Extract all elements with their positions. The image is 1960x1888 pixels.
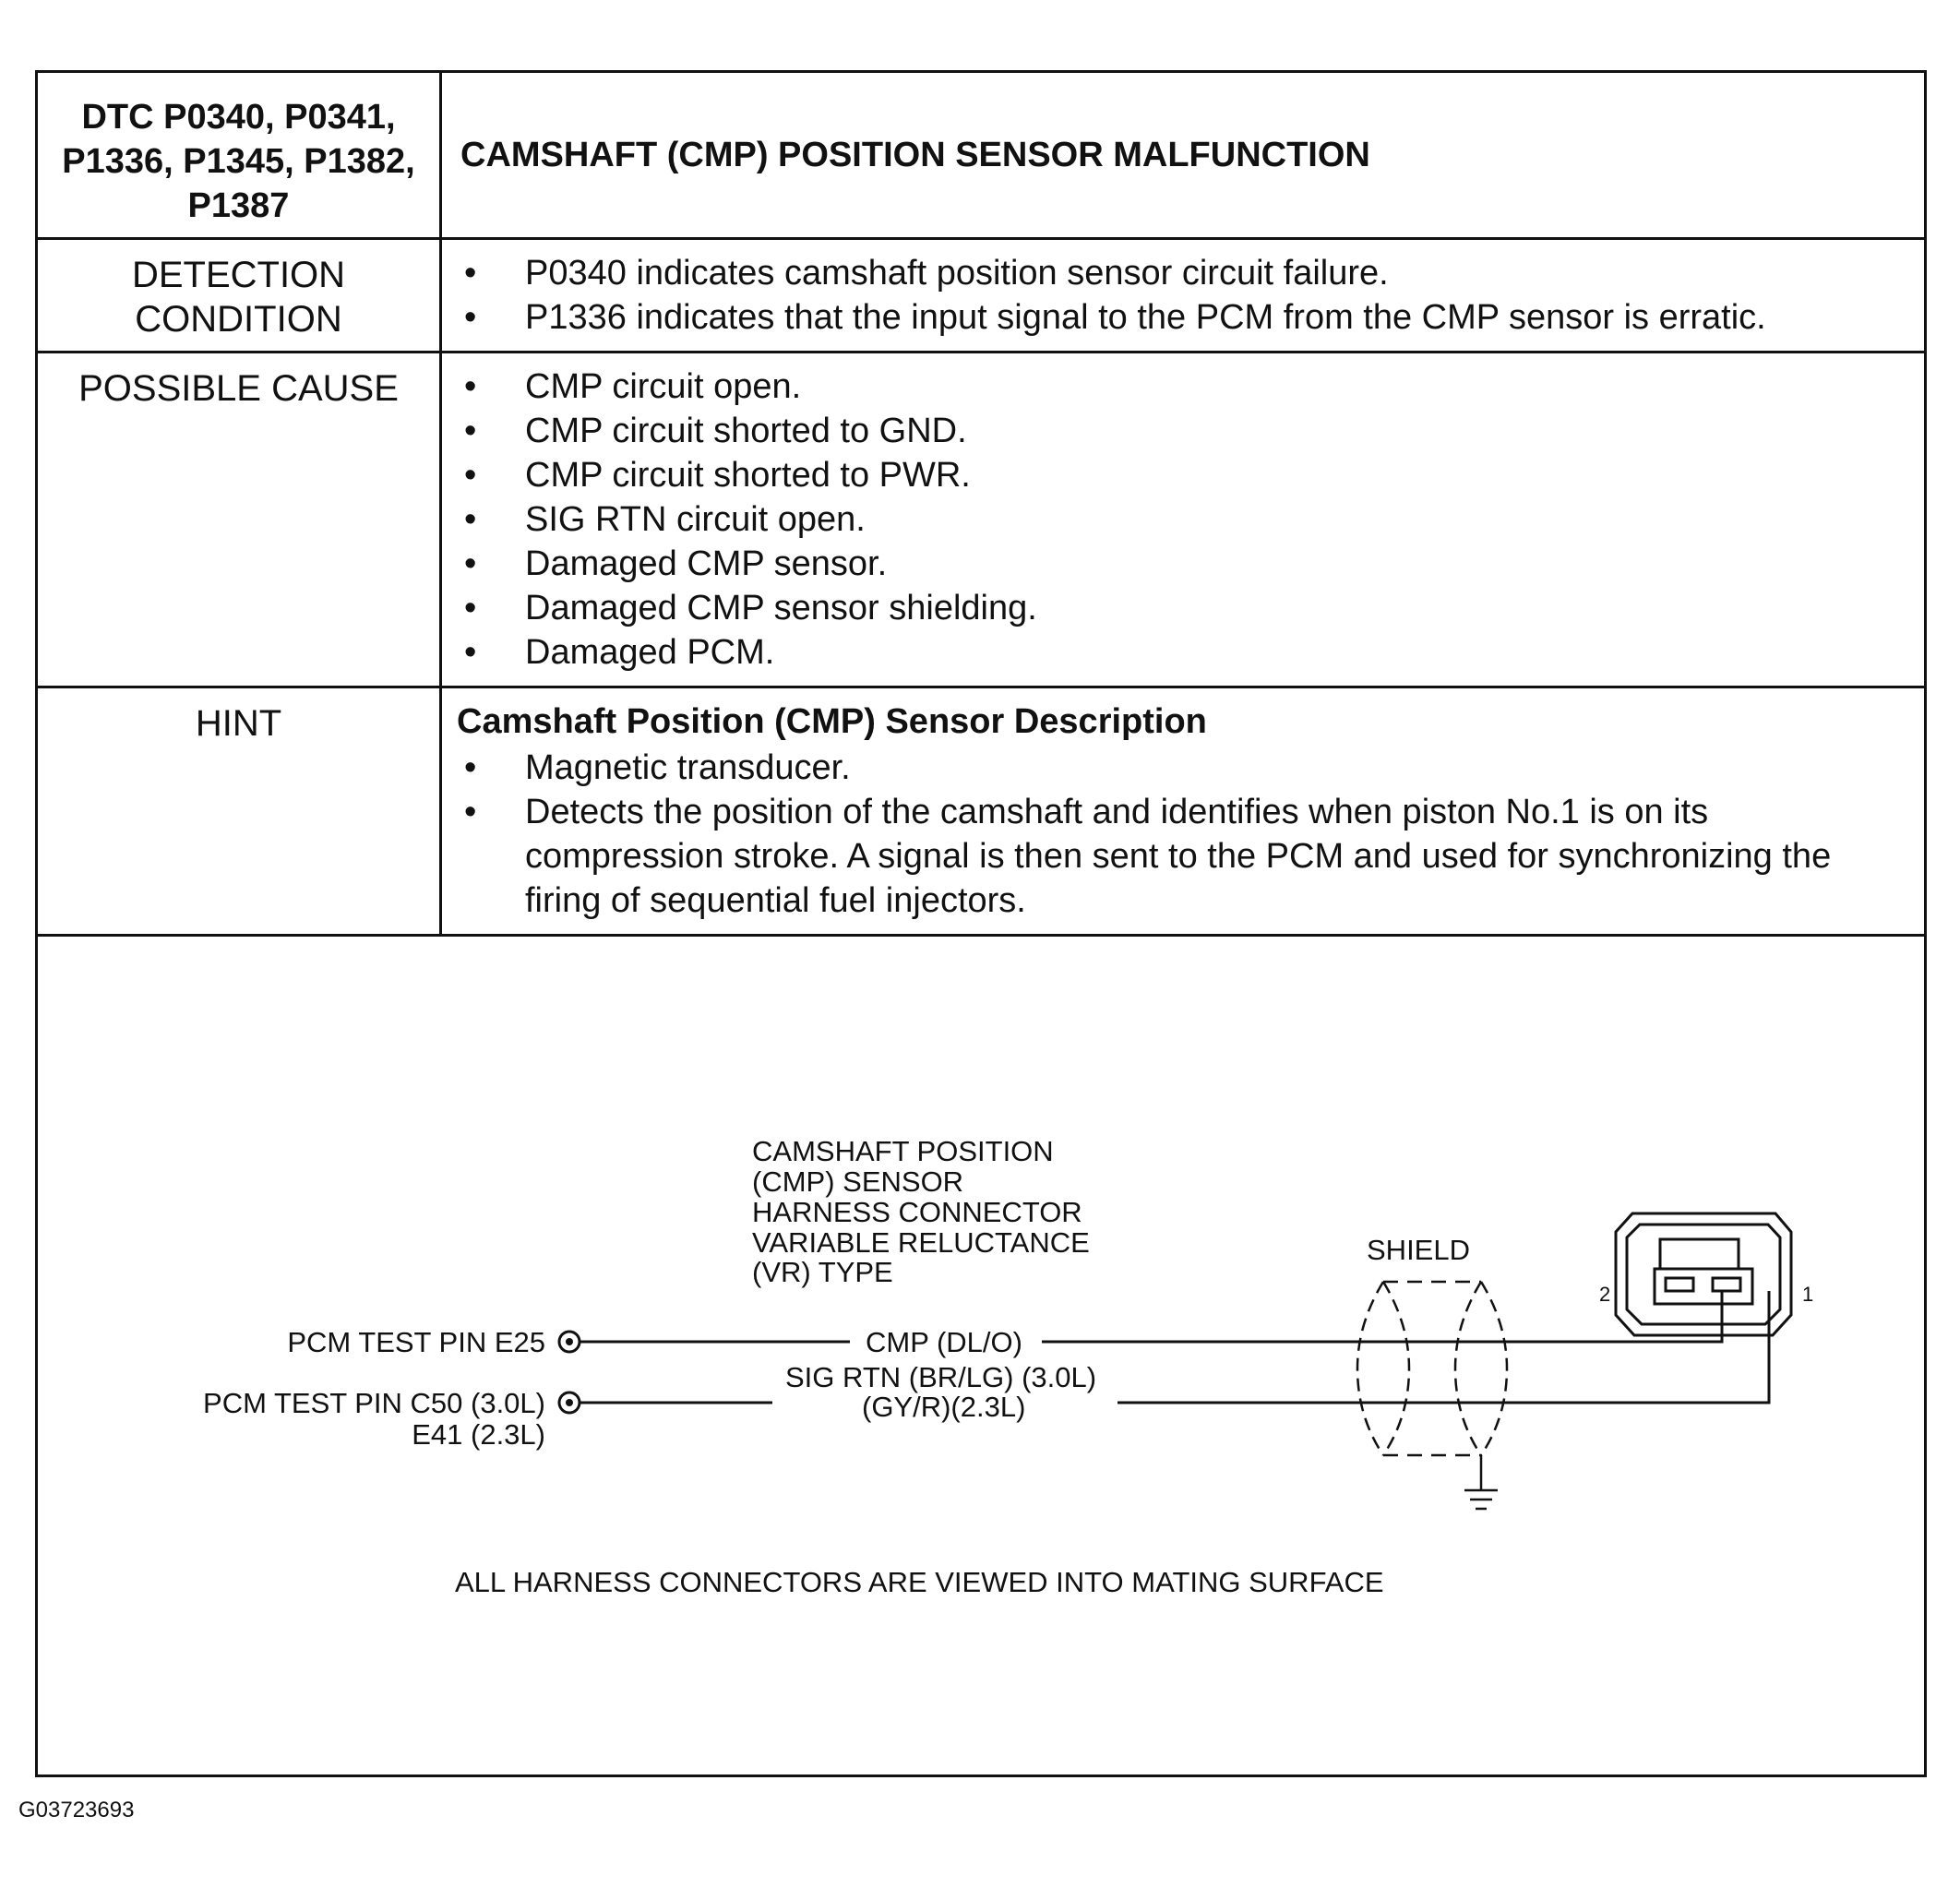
- figure-id: G03723693: [18, 1798, 135, 1822]
- detection-label: [38, 239, 441, 353]
- connector-title-line: (CMP) SENSOR: [752, 1165, 964, 1198]
- shield-label: SHIELD: [1367, 1234, 1470, 1266]
- hint-content: [441, 687, 1925, 936]
- cause-item: • Damaged CMP sensor.: [464, 544, 888, 583]
- shield-icon: [1357, 1282, 1507, 1490]
- test-pin-e25-terminal-icon: [559, 1332, 580, 1352]
- cause-item: • SIG RTN circuit open.: [464, 500, 866, 539]
- test-pin-c50-label: PCM TEST PIN C50 (3.0L): [203, 1387, 545, 1419]
- test-pin-e25-label: PCM TEST PIN E25: [287, 1326, 545, 1358]
- dtc-code-line: P1387: [187, 186, 290, 225]
- dtc-codes-cell: [38, 73, 441, 239]
- detection-item: • P0340 indicates camshaft position sensor circuit failure.: [464, 254, 1389, 293]
- hint-row: [38, 687, 1924, 936]
- pin-1-label: 1: [1802, 1283, 1814, 1306]
- hint-label: HINT: [38, 687, 441, 936]
- sig-rtn-wire-right: [1117, 1291, 1769, 1403]
- dtc-title: CAMSHAFT (CMP) POSITION SENSOR MALFUNCTION: [441, 73, 1925, 239]
- dtc-table: [38, 73, 1924, 937]
- connector-title: [752, 1135, 1090, 1288]
- wiring-diagram: [38, 918, 1924, 1774]
- detection-content: [441, 239, 1925, 353]
- dtc-code-line: P1336, P1345, P1382,: [62, 142, 415, 181]
- hint-item: • Magnetic transducer.: [464, 748, 851, 787]
- hint-item: • Detects the position of the camshaft and identifies when piston No.1 is on its compression stroke. A signal is then sent to the PCM and used for synchronizing the firing of sequential fuel injectors.: [464, 793, 1832, 920]
- cause-item: • Damaged CMP sensor shielding.: [464, 589, 1037, 627]
- detection-item: • P1336 indicates that the input signal to the PCM from the CMP sensor is erratic.: [464, 298, 1766, 337]
- detection-label-line: CONDITION: [135, 299, 342, 340]
- detection-label-line: DETECTION: [131, 255, 346, 295]
- cause-item: • CMP circuit shorted to GND.: [464, 412, 967, 450]
- test-pin-c50-terminal-icon: [559, 1392, 580, 1413]
- test-pin-e41-label: E41 (2.3L): [412, 1418, 545, 1451]
- sig-rtn-wire-label: SIG RTN (BR/LG) (3.0L): [785, 1361, 1097, 1393]
- cause-item: • CMP circuit open.: [464, 367, 802, 406]
- connector-title-line: (VR) TYPE: [752, 1256, 893, 1288]
- diagram-footer-note: ALL HARNESS CONNECTORS ARE VIEWED INTO MATING SURFACE: [455, 1566, 1384, 1598]
- possible-cause-content: [441, 353, 1925, 687]
- cmp-wire-label: CMP (DL/O): [866, 1326, 1022, 1358]
- header-row: [38, 73, 1924, 239]
- sensor-connector-icon: [1616, 1213, 1791, 1335]
- cmp-wire-right: [1042, 1291, 1722, 1342]
- connector-title-line: VARIABLE RELUCTANCE: [752, 1226, 1090, 1259]
- cause-item: • Damaged PCM.: [464, 633, 775, 672]
- connector-title-line: CAMSHAFT POSITION: [752, 1135, 1054, 1167]
- detection-row: [38, 239, 1924, 353]
- pin-2-label: 2: [1599, 1283, 1611, 1306]
- possible-cause-row: [38, 353, 1924, 687]
- cause-item: • CMP circuit shorted to PWR.: [464, 456, 971, 495]
- connector-title-line: HARNESS CONNECTOR: [752, 1196, 1082, 1228]
- dtc-sheet: [35, 70, 1927, 1777]
- ground-icon: [1464, 1490, 1498, 1509]
- hint-title: Camshaft Position (CMP) Sensor Description: [457, 702, 1207, 741]
- sig-rtn-wire-label-2: (GY/R)(2.3L): [862, 1391, 1026, 1423]
- possible-cause-label: POSSIBLE CAUSE: [38, 353, 441, 687]
- dtc-code-line: DTC P0340, P0341,: [81, 98, 396, 137]
